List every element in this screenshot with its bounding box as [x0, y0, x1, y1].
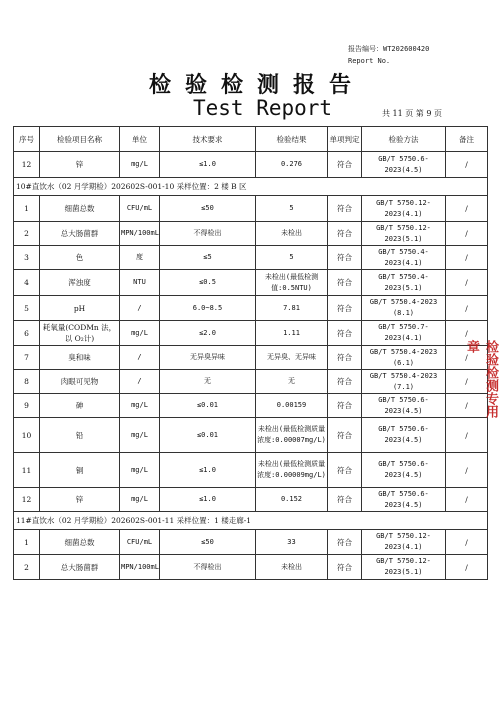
cell-item: 细菌总数 [40, 530, 120, 555]
cell-note: / [446, 418, 488, 453]
table-row [14, 222, 488, 246]
table-row [14, 370, 488, 394]
cell-result: 0.00159 [256, 394, 328, 418]
cell-result: 未检出(最低检测值:0.5NTU) [256, 270, 328, 296]
cell-req: ≤0.01 [160, 394, 256, 418]
table-row [14, 555, 488, 580]
cell-method: GB/T 5750.4-2023(4.1) [362, 246, 446, 270]
cell-no: 8 [14, 370, 40, 394]
table-row [14, 530, 488, 555]
table-row [14, 418, 488, 453]
cell-req: ≤1.0 [160, 453, 256, 488]
cell-method: GB/T 5750.4-2023 (6.1) [362, 346, 446, 370]
cell-method: GB/T 5750.12-2023(5.1) [362, 222, 446, 246]
cell-result: 33 [256, 530, 328, 555]
cell-unit: MPN/100mL [120, 555, 160, 580]
cell-method: GB/T 5750.6-2023(4.5) [362, 394, 446, 418]
cell-method: GB/T 5750.7-2023(4.1) [362, 321, 446, 346]
cell-judge: 符合 [328, 222, 362, 246]
cell-method: GB/T 5750.6-2023(4.5) [362, 152, 446, 178]
cell-req: ≤1.0 [160, 152, 256, 178]
cell-no: 1 [14, 530, 40, 555]
cell-note: / [446, 196, 488, 222]
cell-no: 6 [14, 321, 40, 346]
cell-judge: 符合 [328, 296, 362, 321]
cell-item: 砷 [40, 394, 120, 418]
cell-unit: mg/L [120, 418, 160, 453]
col-header-no: 序号 [14, 127, 40, 152]
section-label: 11#直饮水（02 月学期检）202602S-001-11 采样位置：1 楼走廊-1 [14, 512, 488, 530]
cell-judge: 符合 [328, 196, 362, 222]
report-number: 报告编号：WT202600420 [348, 45, 430, 53]
cell-item: pH [40, 296, 120, 321]
cell-judge: 符合 [328, 370, 362, 394]
cell-method: GB/T 5750.4-2023 (7.1) [362, 370, 446, 394]
cell-item: 总大肠菌群 [40, 222, 120, 246]
cell-result: 无 [256, 370, 328, 394]
cell-method: GB/T 5750.12-2023(4.1) [362, 530, 446, 555]
cell-note: / [446, 346, 488, 370]
cell-unit: CFU/mL [120, 196, 160, 222]
cell-unit: mg/L [120, 453, 160, 488]
cell-no: 12 [14, 152, 40, 178]
cell-judge: 符合 [328, 394, 362, 418]
table-header-row [14, 127, 488, 152]
table-row [14, 196, 488, 222]
cell-item: 细菌总数 [40, 196, 120, 222]
cell-req: ≤50 [160, 530, 256, 555]
cell-item: 锌 [40, 488, 120, 512]
cell-method: GB/T 5750.4-2023(5.1) [362, 270, 446, 296]
cell-req: ≤0.5 [160, 270, 256, 296]
cell-method: GB/T 5750.6-2023(4.5) [362, 418, 446, 453]
cell-no: 3 [14, 246, 40, 270]
table-row [14, 346, 488, 370]
cell-result: 7.81 [256, 296, 328, 321]
cell-method: GB/T 5750.6-2023(4.5) [362, 453, 446, 488]
cell-result: 0.152 [256, 488, 328, 512]
cell-no: 4 [14, 270, 40, 296]
cell-note: / [446, 246, 488, 270]
cell-judge: 符合 [328, 270, 362, 296]
section-label: 10#直饮水（02 月学期检）202602S-001-10 采样位置：2 楼 B 区 [14, 178, 488, 196]
cell-note: / [446, 530, 488, 555]
cell-item: 耗氧量(CODMn 法，以 O₂计) [40, 321, 120, 346]
cell-no: 7 [14, 346, 40, 370]
cell-unit: 度 [120, 246, 160, 270]
cell-note: / [446, 321, 488, 346]
table-row [14, 152, 488, 178]
section-row [14, 178, 488, 196]
cell-req: ≤1.0 [160, 488, 256, 512]
cell-unit: / [120, 296, 160, 321]
table-row [14, 296, 488, 321]
table-row [14, 488, 488, 512]
cell-req: ≤0.01 [160, 418, 256, 453]
cell-result: 无异臭、无异味 [256, 346, 328, 370]
cell-req: 不得检出 [160, 222, 256, 246]
cell-item: 总大肠菌群 [40, 555, 120, 580]
cell-unit: / [120, 370, 160, 394]
report-title-cn: 检验检测报告 [148, 72, 365, 98]
col-header-requirement: 技术要求 [160, 127, 256, 152]
cell-note: / [446, 222, 488, 246]
cell-no: 11 [14, 453, 40, 488]
cell-judge: 符合 [328, 453, 362, 488]
cell-judge: 符合 [328, 530, 362, 555]
section-row [14, 512, 488, 530]
cell-result: 未检出(最低检测质量浓度:0.00007mg/L) [256, 418, 328, 453]
cell-req: ≤2.0 [160, 321, 256, 346]
cell-judge: 符合 [328, 246, 362, 270]
cell-item: 色 [40, 246, 120, 270]
cell-unit: NTU [120, 270, 160, 296]
cell-no: 10 [14, 418, 40, 453]
cell-no: 1 [14, 196, 40, 222]
report-title-en: Test Report [193, 96, 333, 120]
cell-result: 5 [256, 246, 328, 270]
cell-note: / [446, 488, 488, 512]
cell-no: 2 [14, 555, 40, 580]
cell-note: / [446, 453, 488, 488]
cell-unit: / [120, 346, 160, 370]
cell-note: / [446, 370, 488, 394]
cell-result: 未检出 [256, 555, 328, 580]
cell-method: GB/T 5750.12-2023(4.1) [362, 196, 446, 222]
col-header-judgement: 单项判定 [328, 127, 362, 152]
report-number-en-label: Report No. [348, 57, 391, 65]
cell-result: 未检出 [256, 222, 328, 246]
col-header-unit: 单位 [120, 127, 160, 152]
cell-result: 1.11 [256, 321, 328, 346]
cell-unit: mg/L [120, 321, 160, 346]
cell-no: 12 [14, 488, 40, 512]
col-header-method: 检验方法 [362, 127, 446, 152]
table-row [14, 453, 488, 488]
cell-note: / [446, 296, 488, 321]
table-row [14, 270, 488, 296]
cell-note: / [446, 555, 488, 580]
col-header-note: 备注 [446, 127, 488, 152]
cell-unit: mg/L [120, 394, 160, 418]
cell-judge: 符合 [328, 555, 362, 580]
cell-judge: 符合 [328, 346, 362, 370]
cell-judge: 符合 [328, 418, 362, 453]
cell-judge: 符合 [328, 488, 362, 512]
cell-unit: mg/L [120, 152, 160, 178]
cell-unit: mg/L [120, 488, 160, 512]
cell-method: GB/T 5750.12-2023(5.1) [362, 555, 446, 580]
page-info: 共 11 页 第 9 页 [382, 109, 442, 118]
cell-unit: MPN/100mL [120, 222, 160, 246]
cell-req: ≤5 [160, 246, 256, 270]
cell-judge: 符合 [328, 321, 362, 346]
table-row [14, 394, 488, 418]
cell-req: 无异臭异味 [160, 346, 256, 370]
cell-no: 2 [14, 222, 40, 246]
cell-req: ≤50 [160, 196, 256, 222]
cell-req: 不得检出 [160, 555, 256, 580]
cell-result: 未检出(最低检测质量浓度:0.00009mg/L) [256, 453, 328, 488]
cell-method: GB/T 5750.6-2023(4.5) [362, 488, 446, 512]
results-table [13, 126, 488, 580]
cell-note: / [446, 394, 488, 418]
col-header-result: 检验结果 [256, 127, 328, 152]
cell-item: 铜 [40, 453, 120, 488]
cell-result: 5 [256, 196, 328, 222]
table-row [14, 321, 488, 346]
col-header-item: 检验项目名称 [40, 127, 120, 152]
cell-judge: 符合 [328, 152, 362, 178]
red-seal-stamp: 检验检测专用章 [464, 340, 498, 418]
cell-item: 肉眼可见物 [40, 370, 120, 394]
cell-note: / [446, 152, 488, 178]
cell-unit: CFU/mL [120, 530, 160, 555]
cell-req: 6.0~8.5 [160, 296, 256, 321]
cell-item: 铅 [40, 418, 120, 453]
cell-result: 0.276 [256, 152, 328, 178]
cell-note: / [446, 270, 488, 296]
cell-method: GB/T 5750.4-2023 (8.1) [362, 296, 446, 321]
cell-item: 浑浊度 [40, 270, 120, 296]
cell-no: 9 [14, 394, 40, 418]
cell-item: 臭和味 [40, 346, 120, 370]
cell-req: 无 [160, 370, 256, 394]
cell-no: 5 [14, 296, 40, 321]
table-row [14, 246, 488, 270]
cell-item: 锌 [40, 152, 120, 178]
